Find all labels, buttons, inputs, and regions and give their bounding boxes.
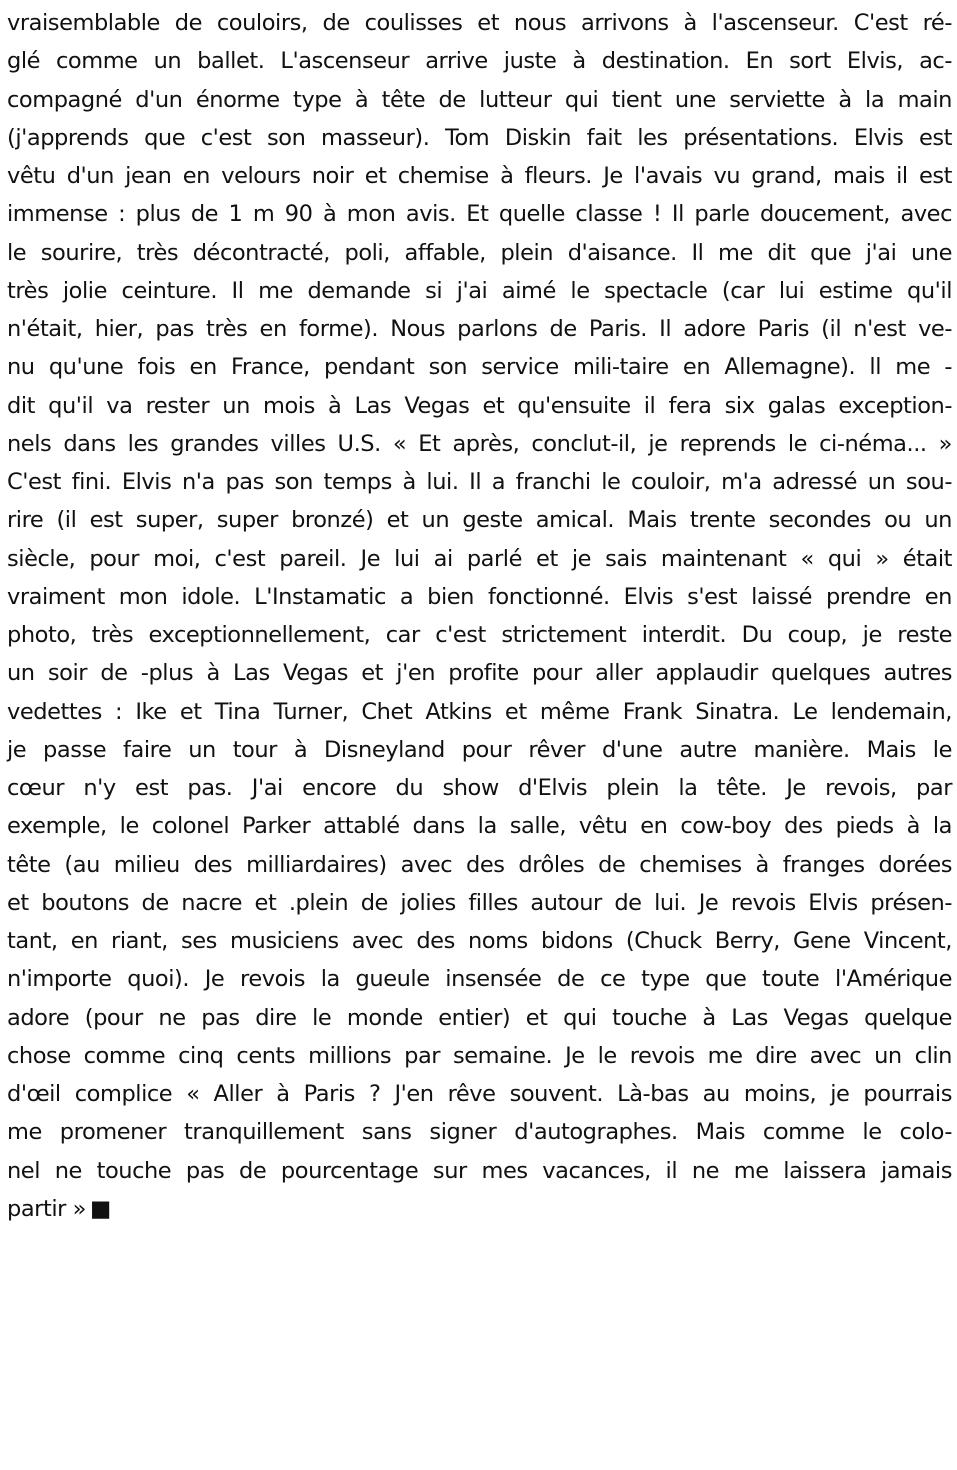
text-line: adore (pour ne pas dire le monde entier) et qui touche à Las Vegas quelque (7, 1004, 952, 1031)
text-line: vedettes : Ike et Tina Turner, Chet Atkins et même Frank Sinatra. Le lendemain, (7, 698, 952, 725)
text-line-last (7, 1190, 952, 1228)
text-line: rire (il est super, super bronzé) et un geste amical. Mais trente secondes ou un (7, 507, 952, 534)
text-line: exemple, le colonel Parker attablé dans la salle, vêtu en cow-boy des pieds à la (7, 813, 952, 840)
end-of-article-square-icon: ■ (89, 1195, 111, 1222)
text-line: n'était, hier, pas très en forme). Nous parlons de Paris. Il adore Paris (il n'est ve- (7, 316, 952, 342)
text-line: nels dans les grandes villes U.S. « Et après, conclut-il, je reprends le ci-néma... » (7, 430, 952, 457)
text-line: n'importe quoi). Je revois la gueule insensée de ce type que toute l'Amérique (7, 966, 952, 993)
text-line: nel ne touche pas de pourcentage sur mes vacances, il ne me laissera jamais (7, 1157, 952, 1184)
text-line: (j'apprends que c'est son masseur). Tom Diskin fait les présentations. Elvis est (7, 124, 952, 151)
text-line: siècle, pour moi, c'est pareil. Je lui ai parlé et je sais maintenant « qui » était (7, 545, 952, 572)
text-line: C'est fini. Elvis n'a pas son temps à lui. Il a franchi le couloir, m'a adressé un sou- (7, 469, 952, 495)
text-line: photo, très exceptionnellement, car c'est strictement interdit. Du coup, je reste (7, 622, 952, 648)
text-line: un soir de -plus à Las Vegas et j'en profite pour aller applaudir quelques autres (7, 660, 952, 687)
text-line: le sourire, très décontracté, poli, affable, plein d'aisance. Il me dit que j'ai une (7, 239, 952, 266)
text-line: je passe faire un tour à Disneyland pour rêver d'une autre manière. Mais le (7, 736, 952, 763)
closing-text: partir » (7, 1195, 86, 1222)
text-line: vraiment mon idole. L'Instamatic a bien fonctionné. Elvis s'est laissé prendre en (7, 583, 952, 610)
text-line: tant, en riant, ses musiciens avec des noms bidons (Chuck Berry, Gene Vincent, (7, 928, 952, 954)
text-line: immense : plus de 1 m 90 à mon avis. Et quelle classe ! Il parle doucement, avec (7, 201, 952, 228)
text-line: chose comme cinq cents millions par semaine. Je le revois me dire avec un clin (7, 1042, 952, 1069)
text-line: vêtu d'un jean en velours noir et chemise à fleurs. Je l'avais vu grand, mais il est (7, 163, 952, 189)
text-line: compagné d'un énorme type à tête de lutteur qui tient une serviette à la main (7, 86, 952, 113)
text-line: vraisemblable de couloirs, de coulisses et nous arrivons à l'ascenseur. C'est ré- (7, 10, 952, 36)
text-line: cœur n'y est pas. J'ai encore du show d'Elvis plein la tête. Je revois, par (7, 775, 952, 801)
text-line: me promener tranquillement sans signer d'autographes. Mais comme le colo- (7, 1119, 952, 1146)
text-line: dit qu'il va rester un mois à Las Vegas et qu'ensuite il fera six galas exception- (7, 392, 952, 419)
text-line: glé comme un ballet. L'ascenseur arrive juste à destination. En sort Elvis, ac- (7, 48, 952, 75)
text-line: d'œil complice « Aller à Paris ? J'en rêve souvent. Là-bas au moins, je pourrais (7, 1081, 952, 1107)
text-line: très jolie ceinture. Il me demande si j'ai aimé le spectacle (car lui estime qu'il (7, 277, 952, 304)
article-body-text (7, 4, 952, 1228)
text-line: tête (au milieu des milliardaires) avec des drôles de chemises à franges dorées (7, 851, 952, 878)
text-line: nu qu'une fois en France, pendant son service mili-taire en Allemagne). ll me - (7, 354, 952, 381)
text-line: et boutons de nacre et .plein de jolies filles autour de lui. Je revois Elvis présen- (7, 889, 952, 916)
